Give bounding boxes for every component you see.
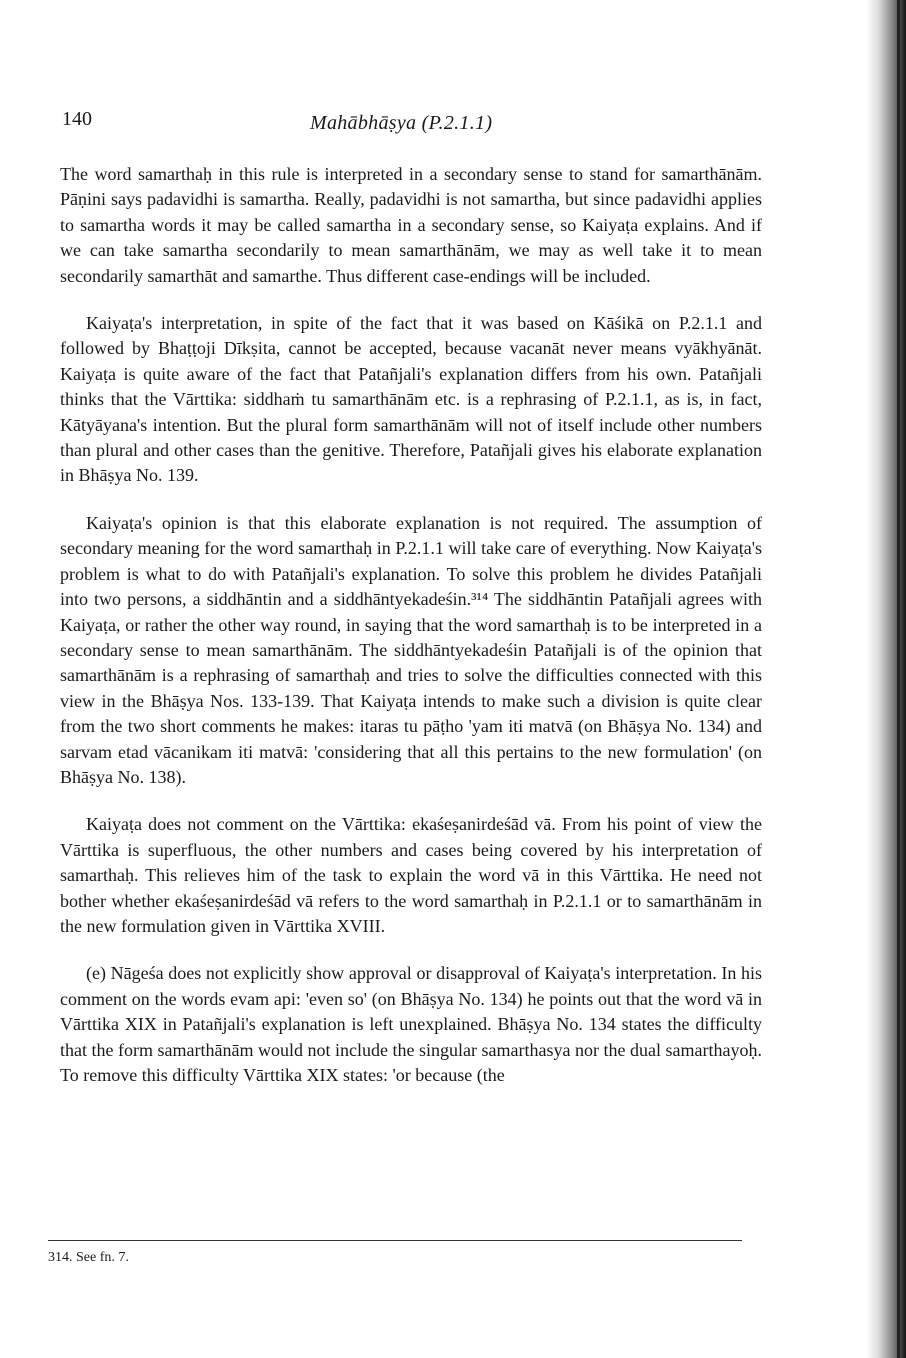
footnote: 314. See fn. 7. xyxy=(48,1250,129,1265)
footnote-divider xyxy=(48,1240,742,1241)
page-header xyxy=(62,108,762,138)
paragraph-2: Kaiyaṭa's interpretation, in spite of the fact that it was based on Kāśikā on P.2.1.1 and followed by Bhaṭṭoji Dīkṣita, cannot be accepted, because vacanāt never means vyākhyānāt. Kaiyaṭa is quite aware of the fact that Patañjali's explanation differs from his own. Patañjali thinks that the Vārttika: siddhaṁ tu samarthānām etc. is a rephrasing of P.2.1.1, as is, in fact, Kātyāyana's intention. But the plural form samarthānām will not of itself include other numbers than plural and other cases than the genitive. Therefore, Patañjali gives his elaborate explanation in Bhāṣya No. 139. xyxy=(60,313,762,486)
paragraph-1: The word samarthaḥ in this rule is interpreted in a secondary sense to stand for samarthānām. Pāṇini says padavidhi is samartha. Really, padavidhi is not samartha, but since padavidhi applies to samartha words it may be called samartha in a secondary sense, so Kaiyaṭa explains. And if we can take samartha secondarily to mean samarthānām, we may as well take it to mean secondarily samarthāt and samarthe. Thus different case-endings will be included. xyxy=(60,164,762,286)
page-number: 140 xyxy=(62,108,92,130)
running-title: Mahābhāṣya (P.2.1.1) xyxy=(310,112,493,134)
paragraph-3: Kaiyaṭa's opinion is that this elaborate explanation is not required. The assumption of secondary meaning for the word samarthaḥ in P.2.1.1 will take care of everything. Now Kaiyaṭa's problem is what to do with Patañjali's explanation. To solve this problem he divides Patañjali into two persons, a siddhāntin and a siddhāntyekadeśin.³¹⁴ The siddhāntin Patañjali agrees with Kaiyaṭa, or rather the other way round, in saying that the word samarthaḥ is to be interpreted in a secondary sense to mean samarthānām. The siddhāntyekadeśin Patañjali is of the opinion that samarthānām is a rephrasing of samarthaḥ and tries to solve the difficulties connected with this view in the Bhāṣya Nos. 133-139. That Kaiyaṭa intends to make such a division is quite clear from the two short comments he makes: itaras tu pāṭho 'yam iti matvā (on Bhāṣya No. 134) and sarvam etad vācanikam iti matvā: 'considering that all this pertains to the new formulation' (on Bhāṣya No. 138). xyxy=(60,512,762,787)
body-text xyxy=(60,162,762,1110)
book-binding-edge xyxy=(897,0,900,1358)
book-spine-shadow xyxy=(866,0,906,1358)
paragraph-5: (e) Nāgeśa does not explicitly show approval or disapproval of Kaiyaṭa's interpretation. In his comment on the words evam api: 'even so' (on Bhāṣya No. 134) he points out that the word vā in Vārttika XIX in Patañjali's explanation is left unexplained. Bhāṣya No. 134 states the difficulty that the form samarthānām would not include the singular samarthasya nor the dual samarthayoḥ. To remove this difficulty Vārttika XIX states: 'or because (the xyxy=(60,963,762,1085)
paragraph-4: Kaiyaṭa does not comment on the Vārttika: ekaśeṣanirdeśād vā. From his point of view the Vārttika is superfluous, the other numbers and cases being covered by his interpretation of samarthaḥ. This relieves him of the task to explain the word vā in this Vārttika. He need not bother whether ekaśeṣanirdeśād vā refers to the word samarthaḥ in P.2.1.1 or to samarthānām in the new formulation given in Vārttika XVIII. xyxy=(60,814,762,936)
